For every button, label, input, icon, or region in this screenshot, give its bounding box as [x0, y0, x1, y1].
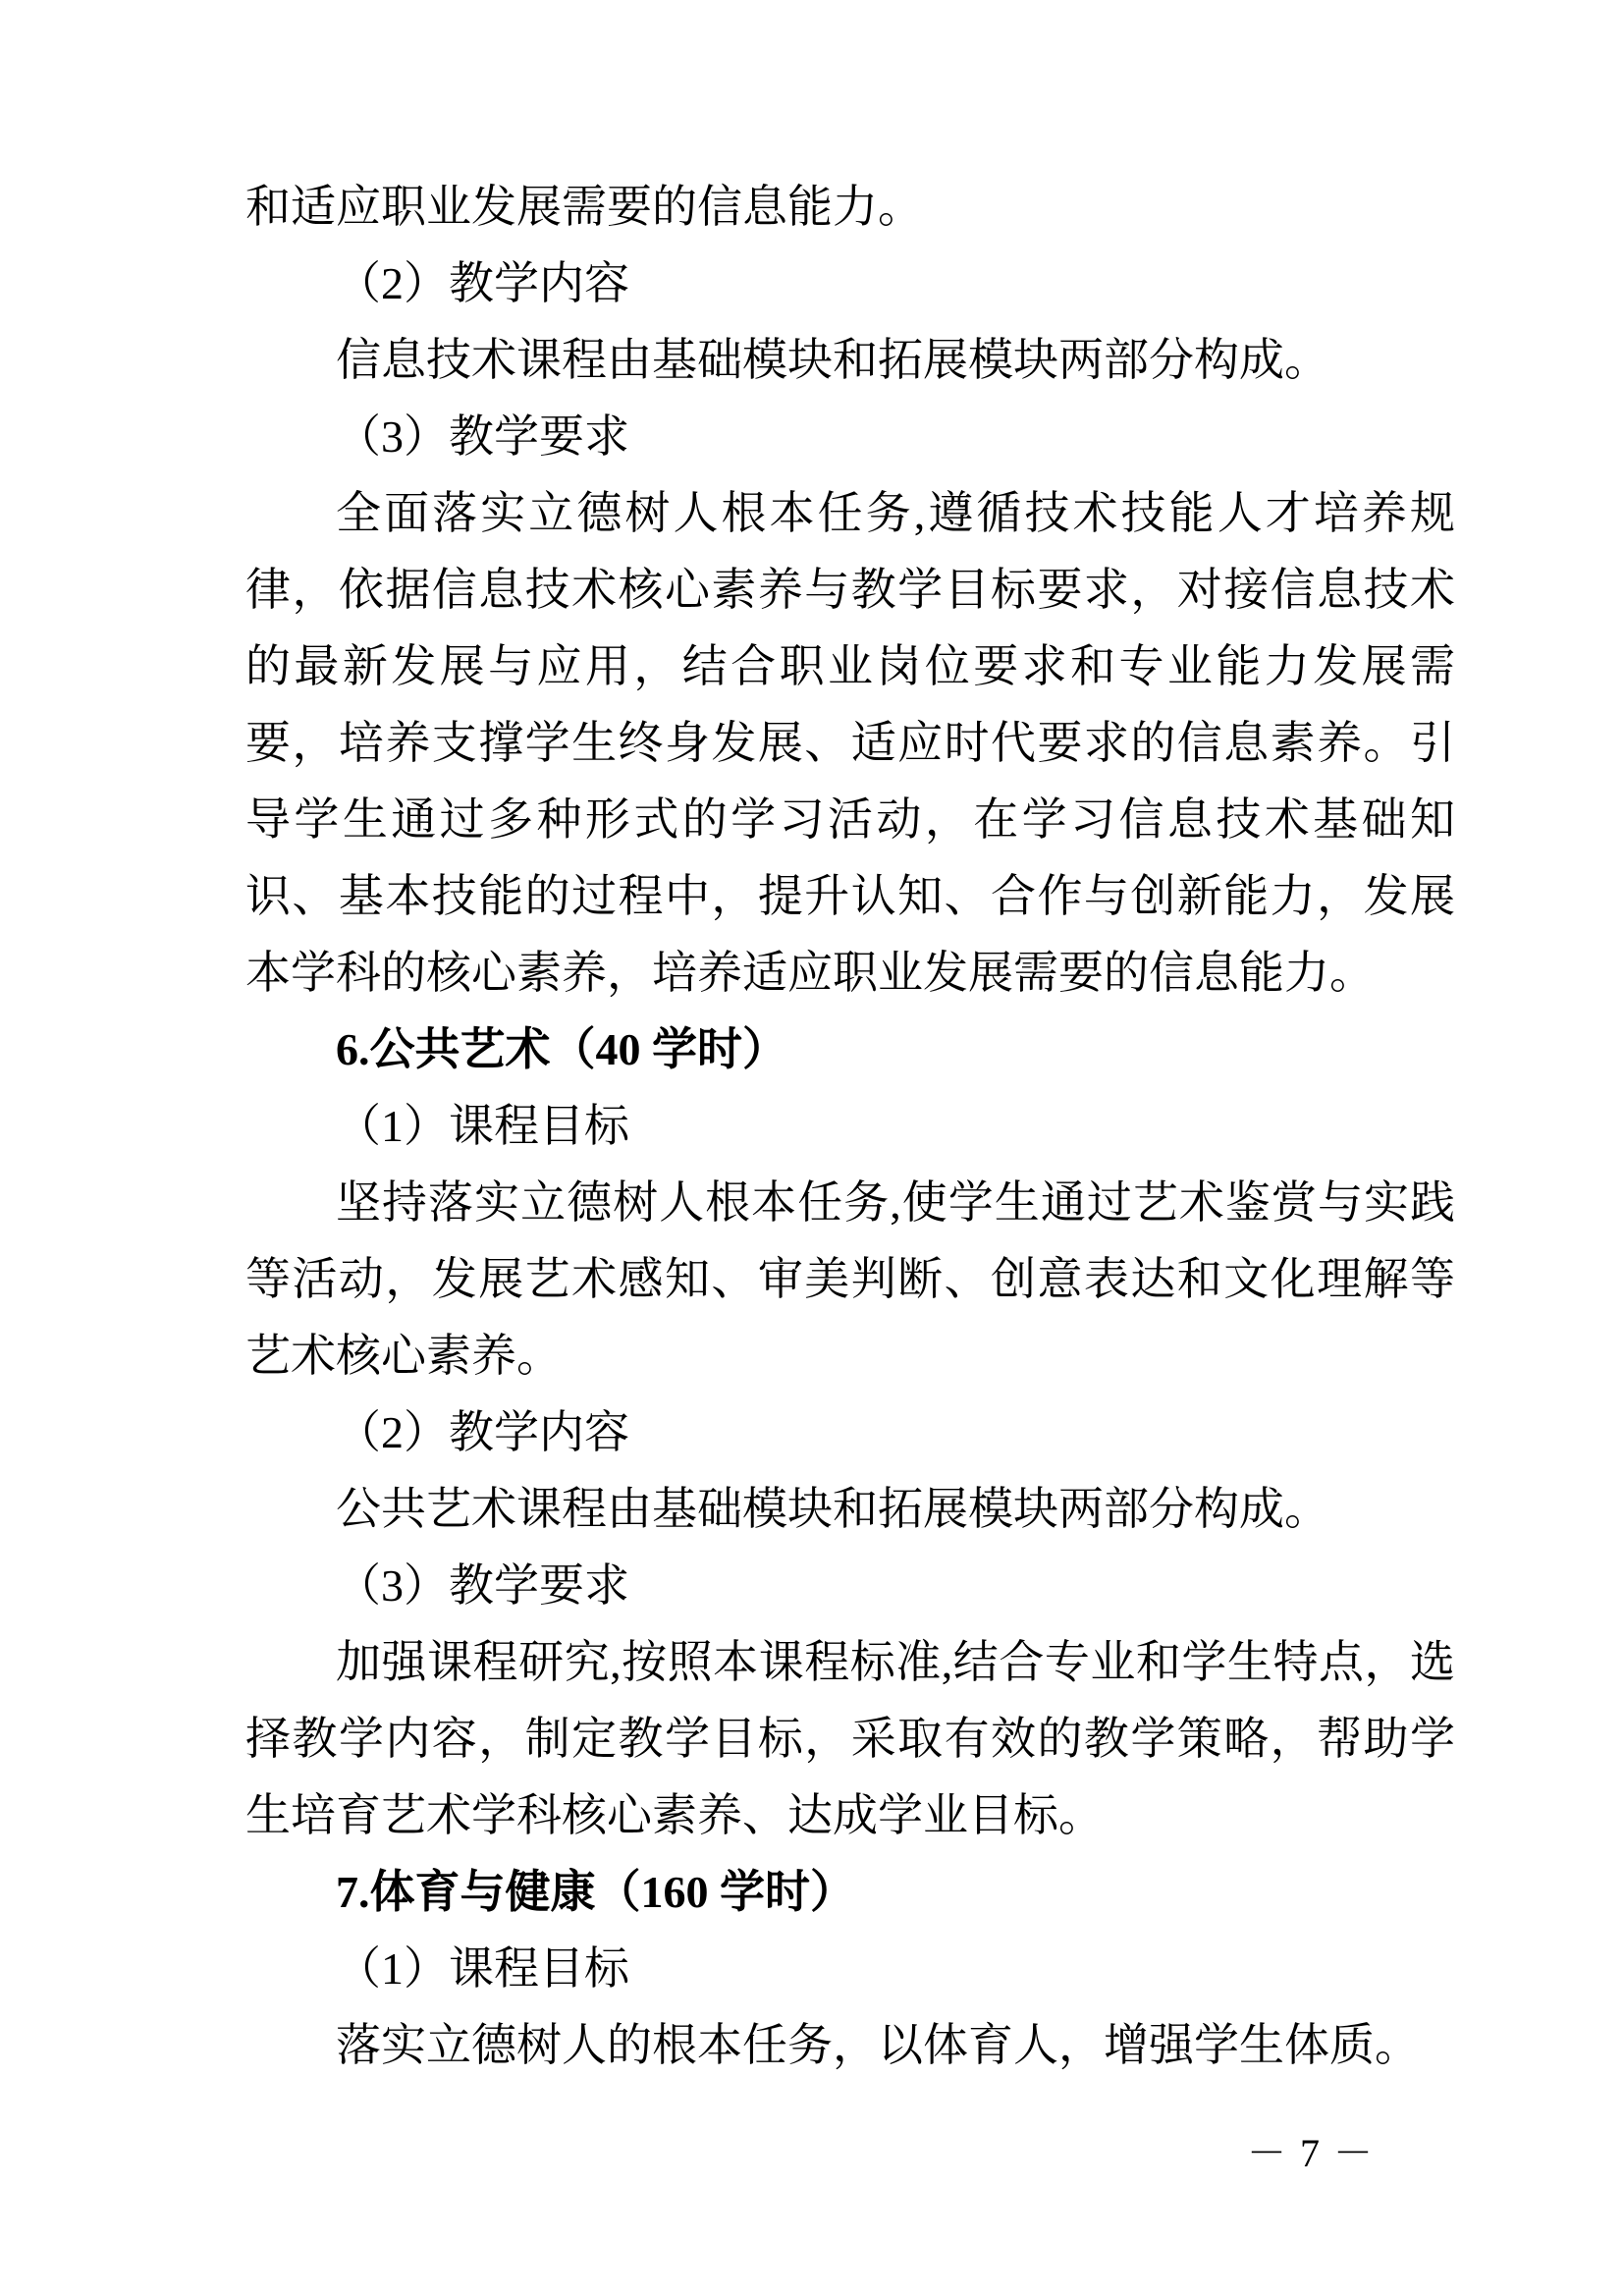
- paragraph-line: 全面落实立德树人根本任务,遵循技术技能人才培养规律，依据信息技术核心素养与教学目标要求，对接信息技术的最新发展与应用，结合职业岗位要求和专业能力发展需要，培养支撑学生终身发展、适应时代要求的信息素养。引导学生通过多种形式的学习活动，在学习信息技术基础知识、基本技能的过程中，提升认知、合作与创新能力，发展本学科的核心素养，培养适应职业发展需要的信息能力。: [245, 488, 1455, 998]
- subheading-line: （1）课程目标: [336, 1943, 629, 1994]
- continuation-line: 和适应职业发展需要的信息能力。: [245, 182, 923, 232]
- paragraph-line: 公共艺术课程由基础模块和拓展模块两部分构成。: [336, 1484, 1329, 1534]
- page-number: － 7 －: [1247, 2131, 1375, 2175]
- document-content: [245, 169, 1455, 2084]
- paragraph-line: 信息技术课程由基础模块和拓展模块两部分构成。: [336, 335, 1329, 385]
- heading-line: 7.体育与健康（160 学时）: [336, 1867, 855, 1917]
- subheading-line: （3）教学要求: [336, 1560, 629, 1611]
- paragraph-line: 加强课程研究,按照本课程标准,结合专业和学生特点，选择教学内容，制定教学目标，采取有效的教学策略，帮助学生培育艺术学科核心素养、达成学业目标。: [245, 1637, 1455, 1840]
- subheading-line: （2）教学内容: [336, 1407, 629, 1457]
- subheading-line: （1）课程目标: [336, 1101, 629, 1151]
- paragraph-line: 坚持落实立德树人根本任务,使学生通过艺术鉴赏与实践等活动，发展艺术感知、审美判断、创意表达和文化理解等艺术核心素养。: [245, 1177, 1455, 1381]
- subheading-line: （3）教学要求: [336, 411, 629, 462]
- subheading-line: （2）教学内容: [336, 258, 629, 308]
- paragraph-line: 落实立德树人的根本任务，以体育人，增强学生体质。: [336, 2020, 1420, 2070]
- heading-line: 6.公共艺术（40 学时）: [336, 1024, 787, 1074]
